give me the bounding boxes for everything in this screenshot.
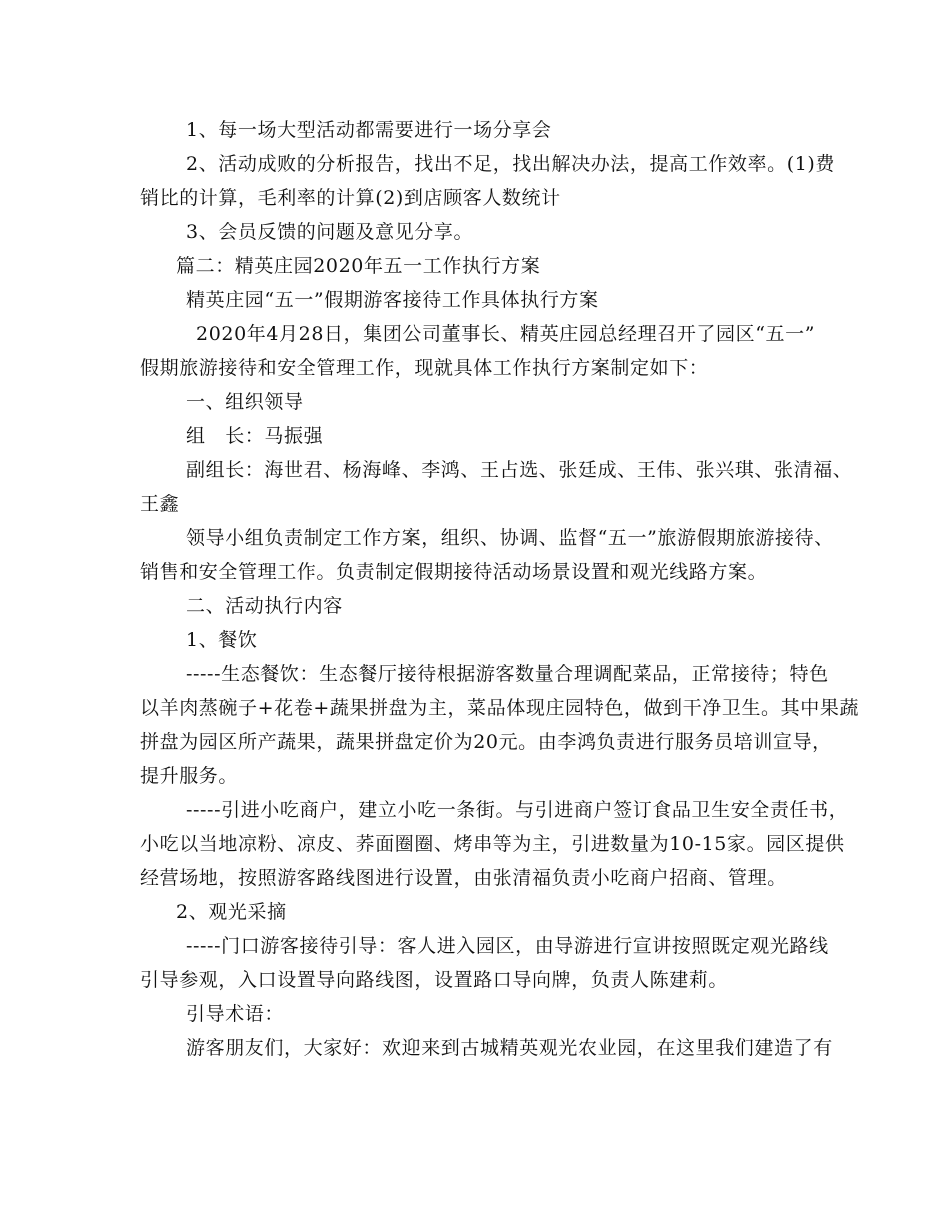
section-heading: 二、活动执行内容 [186, 595, 343, 617]
text-line: 2、活动成败的分析报告，找出不足，找出解决办法，提高工作效率。(1)费 [186, 153, 836, 175]
text-line: 提升服务。 [140, 765, 239, 787]
text-line: 副组长：海世君、杨海峰、李鸿、王占选、张廷成、王伟、张兴琪、张清福、 [186, 459, 853, 481]
text-line: -----生态餐饮：生态餐厅接待根据游客数量合理调配菜品，正常接待；特色 [186, 663, 829, 685]
subsection-heading: 1、餐饮 [186, 629, 258, 651]
section-heading: 一、组织领导 [186, 391, 304, 413]
text-line: 组 长：马振强 [186, 425, 324, 447]
text-line: 销售和安全管理工作。负责制定假期接待活动场景设置和观光线路方案。 [140, 561, 768, 583]
text-line: 经营场地，按照游客路线图进行设置，由张清福负责小吃商户招商、管理。 [140, 867, 787, 889]
text-line: 2020年4月28日，集团公司董事长、精英庄园总经理召开了园区“五一” [196, 323, 816, 345]
text-line: 王鑫 [140, 493, 180, 515]
document-title: 精英庄园“五一”假期游客接待工作具体执行方案 [186, 289, 599, 311]
text-line: -----门口游客接待引导：客人进入园区，由导游进行宣讲按照既定观光路线 [186, 935, 829, 957]
text-line: 引导参观，入口设置导向路线图，设置路口导向牌，负责人陈建莉。 [140, 969, 729, 991]
section-heading: 篇二：精英庄园2020年五一工作执行方案 [176, 255, 541, 277]
text-line: 3、会员反馈的问题及意见分享。 [186, 221, 474, 243]
text-line: 领导小组负责制定工作方案，组织、协调、监督“五一”旅游假期旅游接待、 [186, 527, 834, 549]
text-line: 以羊肉蒸碗子+花卷+蔬果拼盘为主，菜品体现庄园特色，做到干净卫生。其中果蔬 [140, 697, 860, 719]
text-line: 游客朋友们，大家好：欢迎来到古城精英观光农业园，在这里我们建造了有 [186, 1037, 833, 1059]
text-line: 假期旅游接待和安全管理工作，现就具体工作执行方案制定如下： [140, 357, 709, 379]
text-line: -----引进小吃商户，建立小吃一条街。与引进商户签订食品卫生安全责任书， [186, 799, 849, 821]
text-line: 引导术语： [186, 1003, 285, 1025]
text-line: 小吃以当地凉粉、凉皮、荞面圈圈、烤串等为主，引进数量为10-15家。园区提供 [140, 833, 845, 855]
subsection-heading: 2、观光采摘 [176, 901, 287, 923]
text-line: 销比的计算，毛利率的计算(2)到店顾客人数统计 [140, 187, 561, 209]
text-line: 1、每一场大型活动都需要进行一场分享会 [186, 119, 552, 141]
text-line: 拼盘为园区所产蔬果，蔬果拼盘定价为20元。由李鸿负责进行服务员培训宣导， [140, 731, 832, 753]
